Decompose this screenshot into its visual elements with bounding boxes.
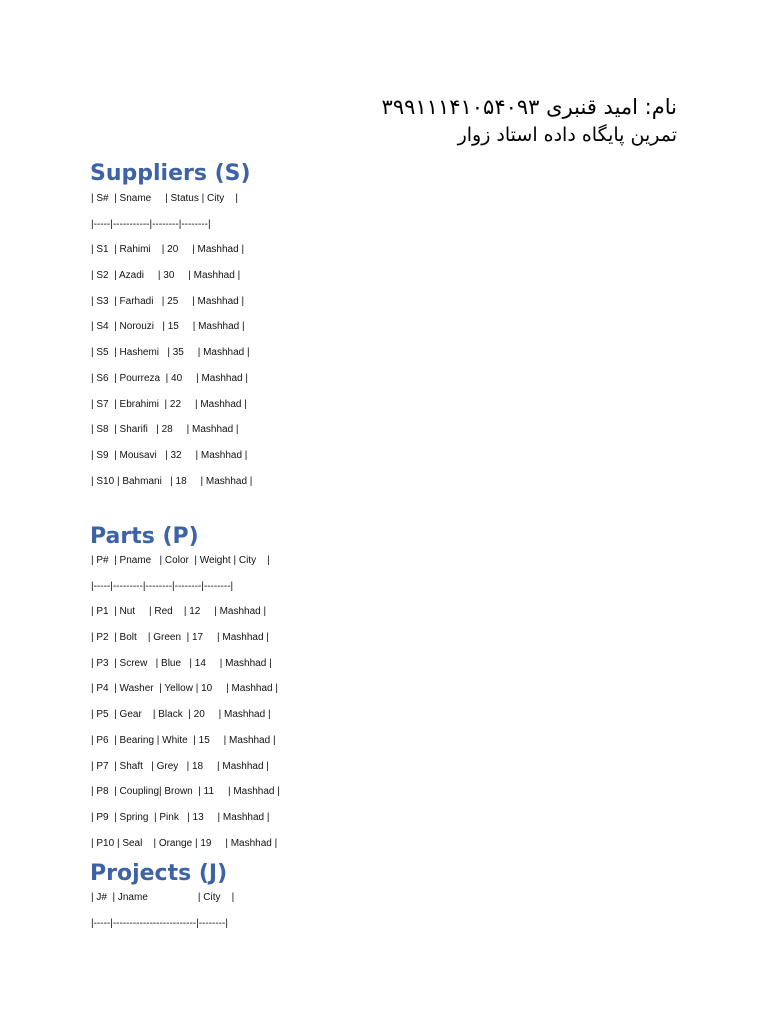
table-row: | S8 | Sharifi | 28 | Mashhad | [91, 424, 239, 436]
table-row: | S1 | Rahimi | 20 | Mashhad | [91, 244, 245, 256]
table-row: | P4 | Washer | Yellow | 10 | Mashhad | [91, 683, 278, 695]
table-row: | S4 | Norouzi | 15 | Mashhad | [91, 321, 245, 333]
table-row: | S9 | Mousavi | 32 | Mashhad | [91, 449, 248, 461]
table-header-row: | P# | Pname | Color | Weight | City | [91, 555, 270, 566]
table-row: | S10 | Bahmani | 18 | Mashhad | [91, 475, 253, 487]
table-header-row: | J# | Jname | City | [91, 892, 235, 903]
table-separator-row: |-----|-------------------------|--------| [91, 917, 228, 929]
student-name-line: نام: امید قنبری ۳۹۹۱۱۱۴۱۰۵۴۰۹۳ [381, 95, 677, 119]
table-header-row: | S# | Sname | Status | City | [91, 193, 238, 204]
table-row: | P8 | Coupling| Brown | 11 | Mashhad | [91, 786, 280, 798]
table-row: | P10 | Seal | Orange | 19 | Mashhad | [91, 837, 278, 849]
table-row: | S6 | Pourreza | 40 | Mashhad | [91, 372, 248, 384]
parts-table [91, 554, 280, 862]
table-row: | P5 | Gear | Black | 20 | Mashhad | [91, 709, 271, 721]
table-separator-row: |-----|---------|--------|--------|--------| [91, 580, 234, 592]
table-row: | P9 | Spring | Pink | 13 | Mashhad | [91, 811, 270, 823]
table-row: | S3 | Farhadi | 25 | Mashhad | [91, 295, 245, 307]
document-header [382, 92, 677, 148]
projects-table [91, 891, 234, 942]
table-separator-row: |-----|-----------|--------|--------| [91, 218, 211, 230]
table-row: | S5 | Hashemi | 35 | Mashhad | [91, 347, 250, 359]
parts-heading: Parts (P) [90, 524, 199, 549]
table-row: | S2 | Azadi | 30 | Mashhad | [91, 270, 241, 282]
table-row: | P3 | Screw | Blue | 14 | Mashhad | [91, 657, 272, 669]
suppliers-heading: Suppliers (S) [90, 161, 251, 186]
projects-heading: Projects (J) [90, 861, 228, 886]
suppliers-table [91, 192, 252, 500]
table-row: | P2 | Bolt | Green | 17 | Mashhad | [91, 632, 269, 644]
table-row: | P1 | Nut | Red | 12 | Mashhad | [91, 606, 267, 618]
assignment-title-line: تمرین پایگاه داده استاد زوار [457, 124, 677, 146]
table-row: | P7 | Shaft | Grey | 18 | Mashhad | [91, 760, 269, 772]
table-row: | P6 | Bearing | White | 15 | Mashhad | [91, 734, 276, 746]
table-row: | S7 | Ebrahimi | 22 | Mashhad | [91, 398, 247, 410]
